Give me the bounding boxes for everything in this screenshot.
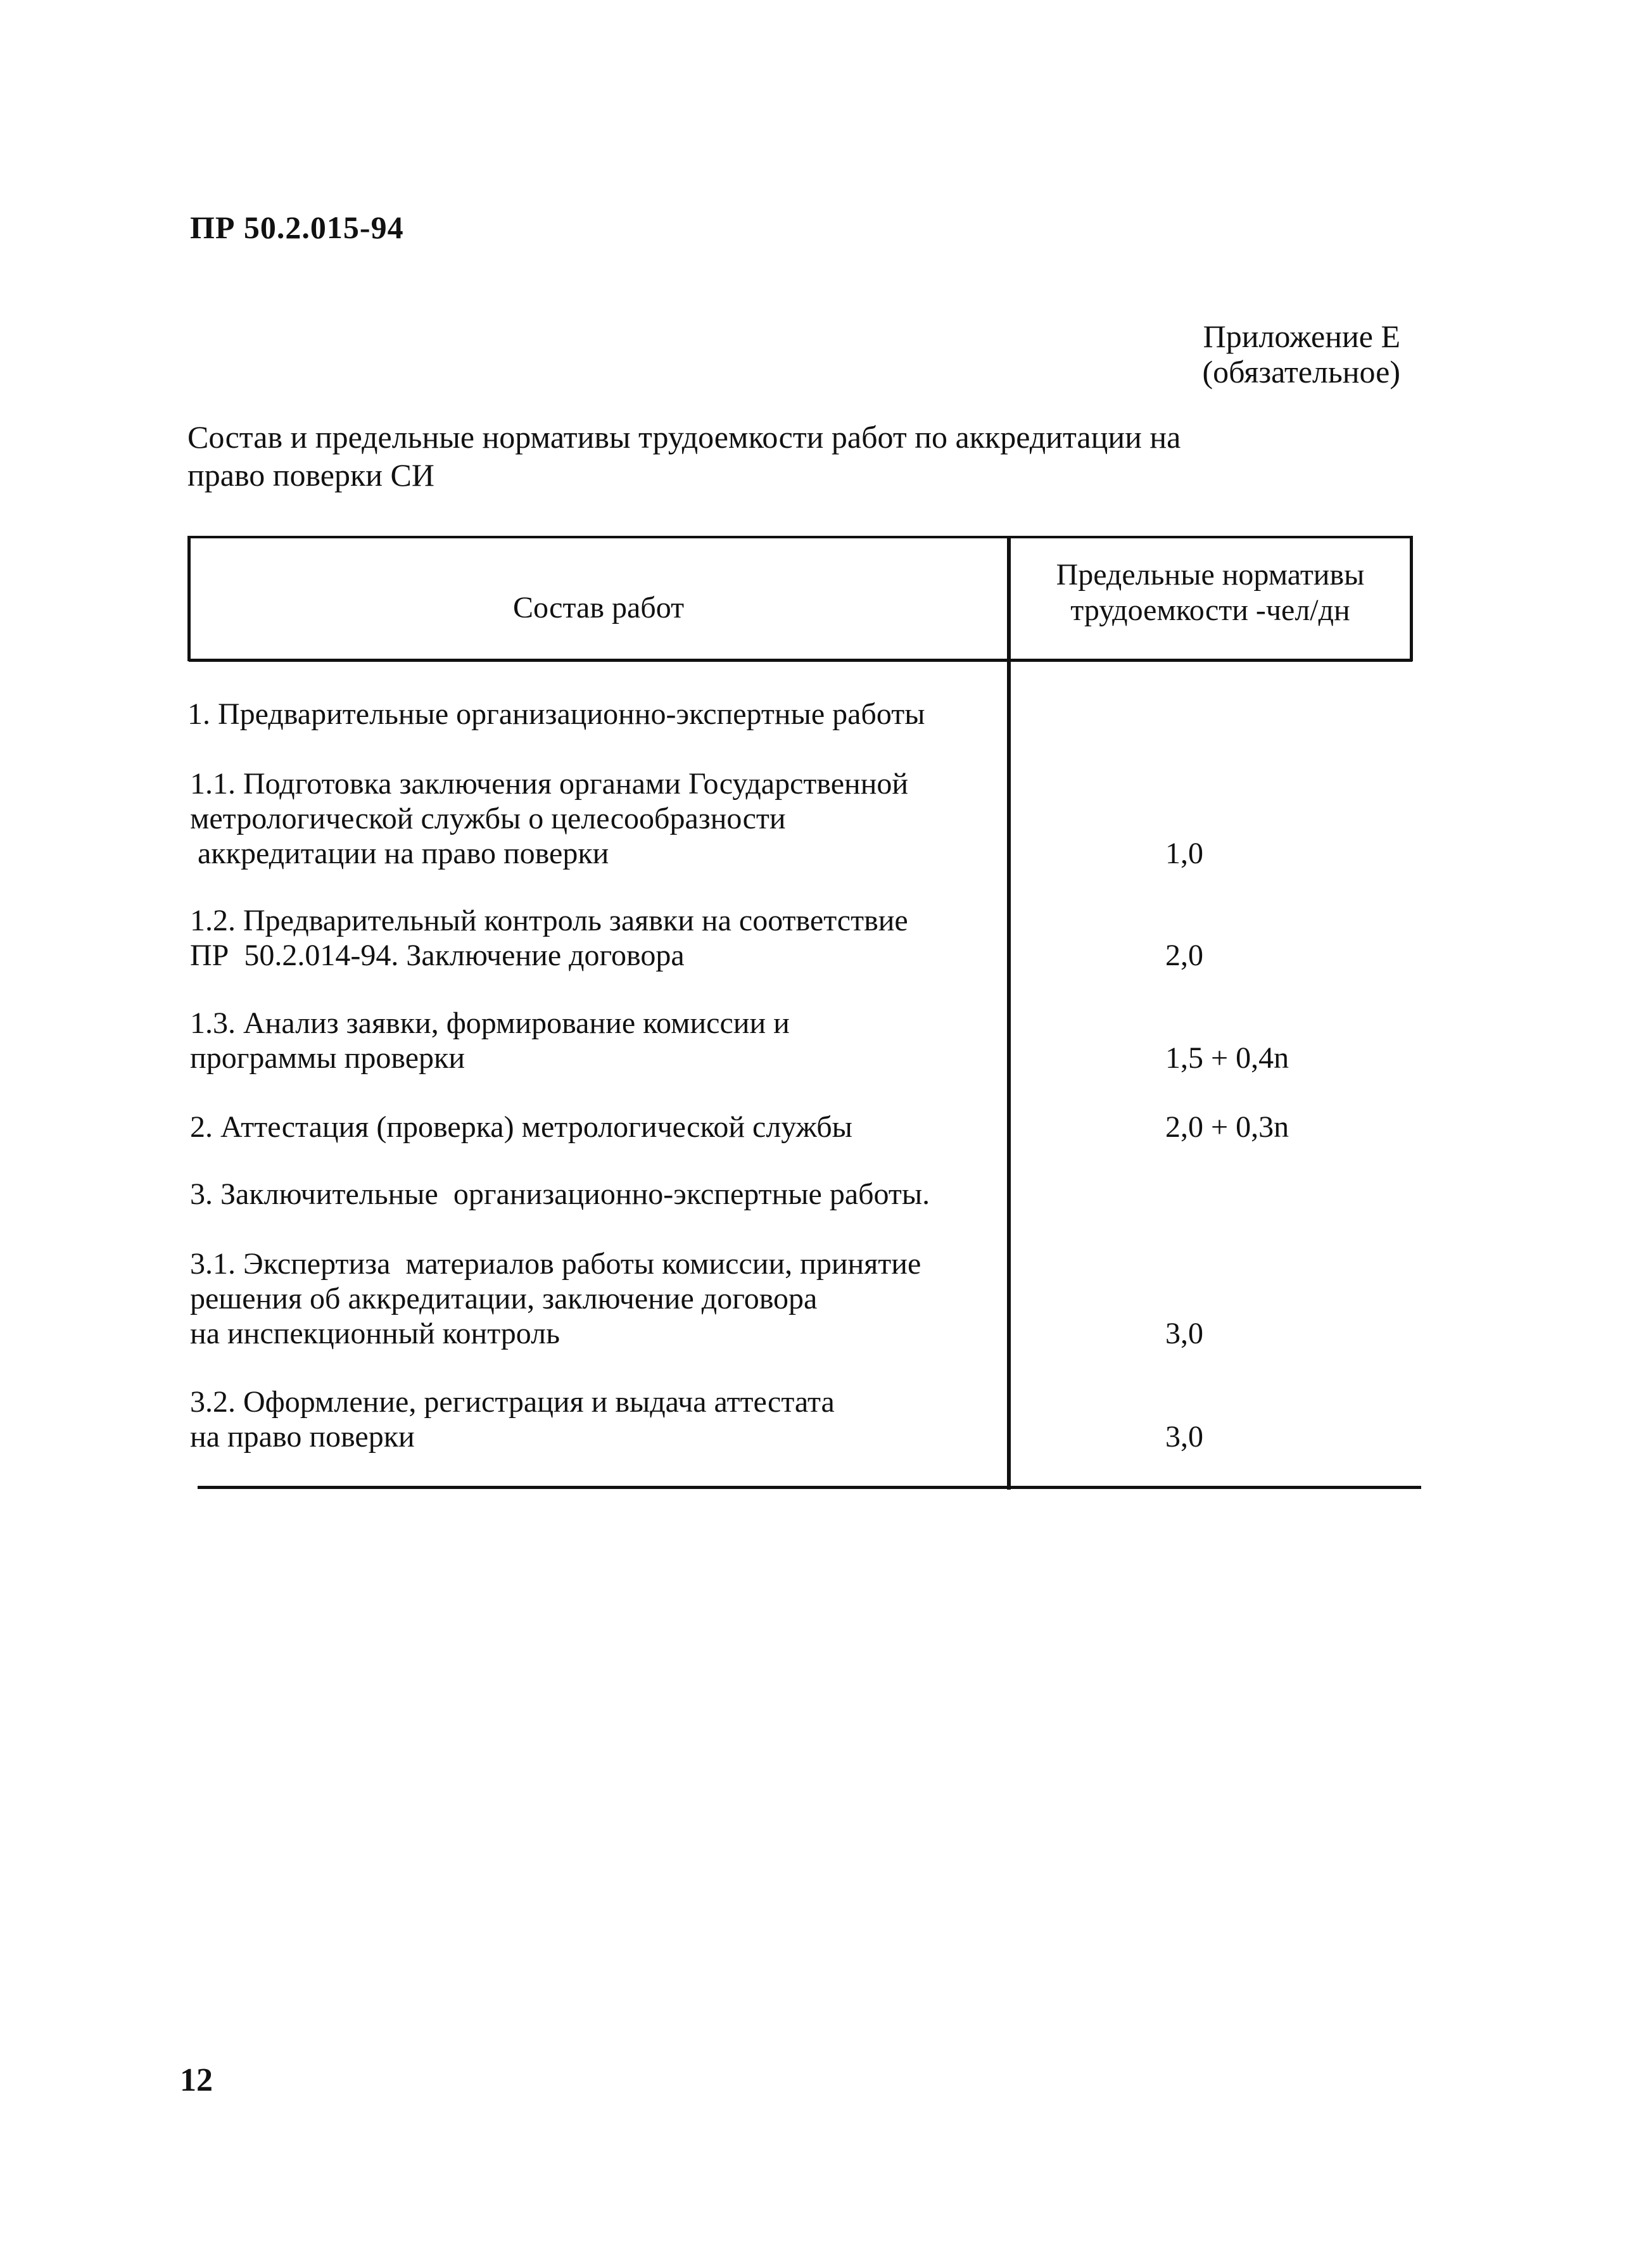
appendix-title: Приложение Е — [1203, 319, 1400, 354]
table-row-value: 1,5 + 0,4n — [1165, 1041, 1289, 1075]
table-row-text: 3.1. Экспертиза материалов работы комиссии, принятие решения об аккредитации, заключение договора на инспекционный контроль — [190, 1247, 921, 1350]
table-row-text: 1. Предварительные организационно-экспертные работы — [187, 697, 925, 731]
column-header-norm-line2: трудоемкости -чел/дн — [1070, 593, 1350, 627]
table-row-text: 1.2. Предварительный контроль заявки на соответствие ПР 50.2.014-94. Заключение договора — [190, 904, 908, 972]
table-row-value: 3,0 — [1165, 1420, 1203, 1454]
column-header-work: Состав работ — [512, 591, 685, 624]
table-column-divider — [1007, 536, 1011, 1490]
table-row-text: 2. Аттестация (проверка) метрологической службы — [190, 1110, 852, 1144]
column-header-norm — [1011, 557, 1410, 628]
document-id: ПР 50.2.015-94 — [190, 210, 404, 245]
appendix-note: (обязательное) — [1202, 354, 1400, 390]
page-number: 12 — [180, 2062, 213, 2098]
table-row-text: 3. Заключительные организационно-экспертные работы. — [190, 1177, 930, 1211]
table-row-value: 3,0 — [1165, 1317, 1203, 1350]
table-row-value: 2,0 + 0,3n — [1165, 1110, 1289, 1144]
column-header-norm-line1: Предельные нормативы — [1056, 558, 1365, 592]
document-title: Состав и предельные нормативы трудоемкости работ по аккредитации на право поверки СИ — [187, 419, 1181, 493]
table-bottom-border — [198, 1486, 1421, 1489]
table-row-text: 1.3. Анализ заявки, формирование комиссии и программы проверки — [190, 1006, 790, 1075]
table-top-border — [189, 536, 1412, 538]
table-row-value: 2,0 — [1165, 939, 1203, 972]
appendix-label — [1203, 319, 1401, 390]
table-header-divider — [189, 659, 1412, 662]
table-row-text: 3.2. Оформление, регистрация и выдача аттестата на право поверки — [190, 1385, 835, 1454]
table-row-text: 1.1. Подготовка заключения органами Государственной метрологической службы о целесообразности аккредитации на право поверки — [190, 767, 909, 870]
table-row-value: 1,0 — [1165, 837, 1203, 870]
table-right-border — [1410, 536, 1413, 661]
